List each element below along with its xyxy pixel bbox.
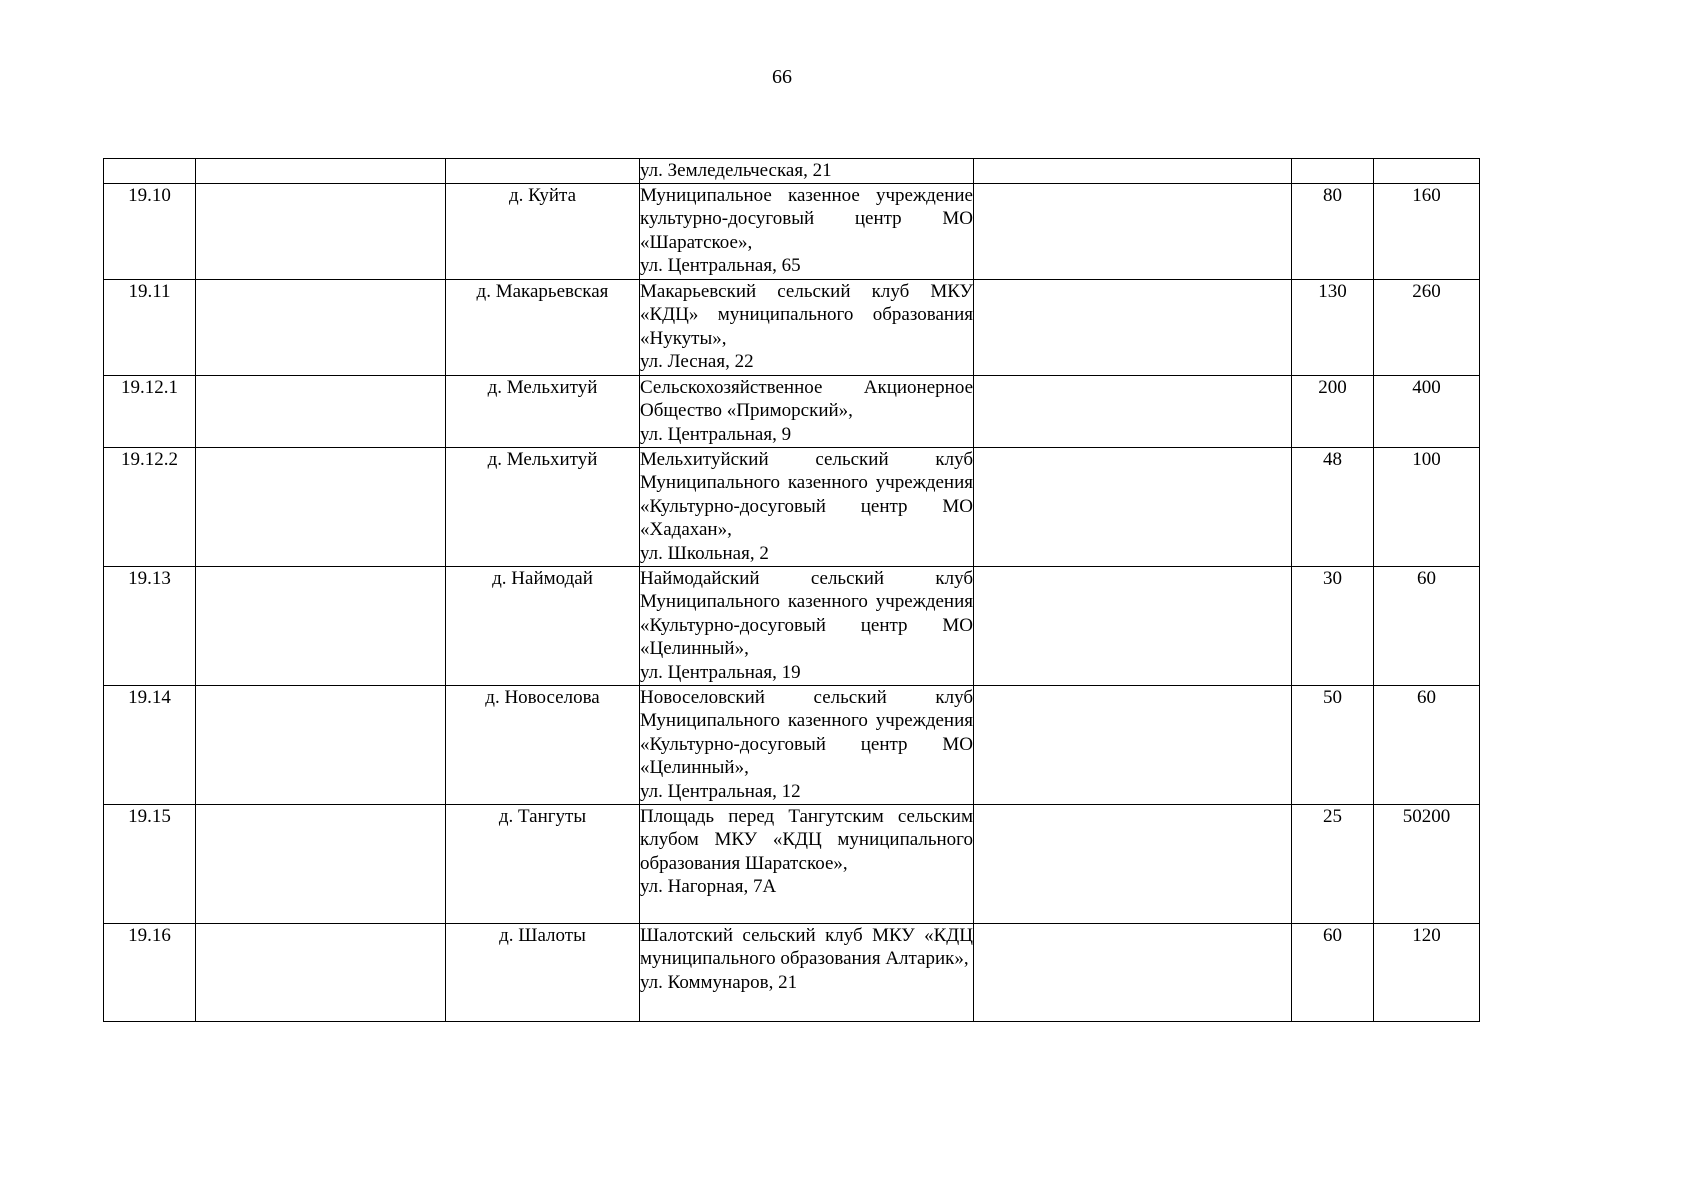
table-row xyxy=(104,685,1480,804)
table-row xyxy=(104,804,1480,923)
value-1-cell: 200 xyxy=(1292,375,1374,447)
organization-cell xyxy=(640,685,974,804)
village-cell: д. Новоселова xyxy=(446,685,640,804)
empty-cell xyxy=(974,566,1292,685)
empty-cell xyxy=(974,685,1292,804)
organization-text: Шалотский сельский клуб МКУ «КДЦ муниципального образования Алтарик», xyxy=(640,924,973,970)
value-2-cell: 260 xyxy=(1374,279,1480,375)
value-2-cell: 120 xyxy=(1374,923,1480,1021)
address-text: ул. Земледельческая, 21 xyxy=(640,160,832,181)
number-cell: 19.14 xyxy=(104,685,196,804)
empty-cell xyxy=(196,159,446,184)
empty-cell xyxy=(196,923,446,1021)
organization-cell xyxy=(640,566,974,685)
number-cell xyxy=(104,159,196,184)
organization-text: Новоселовский сельский клуб Муниципального казенного учреждения «Культурно-досуговый центр МО «Целинный», xyxy=(640,686,973,779)
village-cell xyxy=(446,159,640,184)
empty-cell xyxy=(196,183,446,279)
organization-text: Мельхитуйский сельский клуб Муниципального казенного учреждения «Культурно-досуговый центр МО «Хадахан», xyxy=(640,448,973,541)
empty-cell xyxy=(196,685,446,804)
number-cell: 19.12.2 xyxy=(104,447,196,566)
organization-cell xyxy=(640,279,974,375)
address-text: ул. Центральная, 19 xyxy=(640,661,801,683)
organization-text: Сельскохозяйственное Акционерное Общество «Приморский», xyxy=(640,376,973,422)
village-cell: д. Куйта xyxy=(446,183,640,279)
table-row xyxy=(104,447,1480,566)
value-2-cell: 100 xyxy=(1374,447,1480,566)
empty-cell xyxy=(974,159,1292,184)
empty-cell xyxy=(196,447,446,566)
value-2-cell: 400 xyxy=(1374,375,1480,447)
value-2-cell: 160 xyxy=(1374,183,1480,279)
value-1-cell xyxy=(1292,159,1374,184)
empty-cell xyxy=(196,279,446,375)
number-cell: 19.15 xyxy=(104,804,196,923)
value-1-cell: 50 xyxy=(1292,685,1374,804)
organization-text: Муниципальное казенное учреждение культурно-досуговый центр МО «Шаратское», xyxy=(640,184,973,253)
address-text: ул. Нагорная, 7А xyxy=(640,876,777,898)
register-table xyxy=(103,158,1480,1022)
village-cell: д. Тангуты xyxy=(446,804,640,923)
organization-text: Наймодайский сельский клуб Муниципального казенного учреждения «Культурно-досуговый центр МО «Целинный», xyxy=(640,567,973,660)
value-1-cell: 60 xyxy=(1292,923,1374,1021)
address-text: ул. Центральная, 12 xyxy=(640,780,801,802)
organization-cell xyxy=(640,804,974,923)
address-text: ул. Коммунаров, 21 xyxy=(640,971,798,993)
table-row-carry-over xyxy=(104,159,1480,184)
empty-cell xyxy=(196,566,446,685)
empty-cell xyxy=(974,447,1292,566)
number-cell: 19.11 xyxy=(104,279,196,375)
empty-cell xyxy=(974,375,1292,447)
address-text: ул. Центральная, 65 xyxy=(640,255,801,277)
village-cell: д. Мельхитуй xyxy=(446,375,640,447)
organization-cell xyxy=(640,159,974,184)
empty-cell xyxy=(196,804,446,923)
empty-cell xyxy=(974,804,1292,923)
value-2-cell: 60 xyxy=(1374,566,1480,685)
table-row xyxy=(104,923,1480,1021)
value-1-cell: 25 xyxy=(1292,804,1374,923)
table-row xyxy=(104,566,1480,685)
organization-cell xyxy=(640,375,974,447)
empty-cell xyxy=(974,183,1292,279)
organization-cell xyxy=(640,183,974,279)
address-text: ул. Центральная, 9 xyxy=(640,423,792,445)
organization-text: Макарьевский сельский клуб МКУ «КДЦ» муниципального образования «Нукуты», xyxy=(640,280,973,349)
number-cell: 19.13 xyxy=(104,566,196,685)
village-cell: д. Шалоты xyxy=(446,923,640,1021)
value-2-cell xyxy=(1374,159,1480,184)
organization-text: Площадь перед Тангутским сельским клубом МКУ «КДЦ муниципального образования Шаратское», xyxy=(640,805,973,874)
number-cell: 19.16 xyxy=(104,923,196,1021)
value-2-cell: 60 xyxy=(1374,685,1480,804)
village-cell: д. Наймодай xyxy=(446,566,640,685)
village-cell: д. Мельхитуй xyxy=(446,447,640,566)
number-cell: 19.12.1 xyxy=(104,375,196,447)
empty-cell xyxy=(974,923,1292,1021)
value-1-cell: 80 xyxy=(1292,183,1374,279)
table-row xyxy=(104,375,1480,447)
table-row xyxy=(104,183,1480,279)
address-text: ул. Лесная, 22 xyxy=(640,351,754,373)
value-2-cell: 50200 xyxy=(1374,804,1480,923)
empty-cell xyxy=(974,279,1292,375)
organization-cell xyxy=(640,923,974,1021)
table-row xyxy=(104,279,1480,375)
number-cell: 19.10 xyxy=(104,183,196,279)
organization-cell xyxy=(640,447,974,566)
value-1-cell: 48 xyxy=(1292,447,1374,566)
address-text: ул. Школьная, 2 xyxy=(640,542,769,564)
village-cell: д. Макарьевская xyxy=(446,279,640,375)
empty-cell xyxy=(196,375,446,447)
value-1-cell: 130 xyxy=(1292,279,1374,375)
value-1-cell: 30 xyxy=(1292,566,1374,685)
page-number: 66 xyxy=(772,66,792,88)
